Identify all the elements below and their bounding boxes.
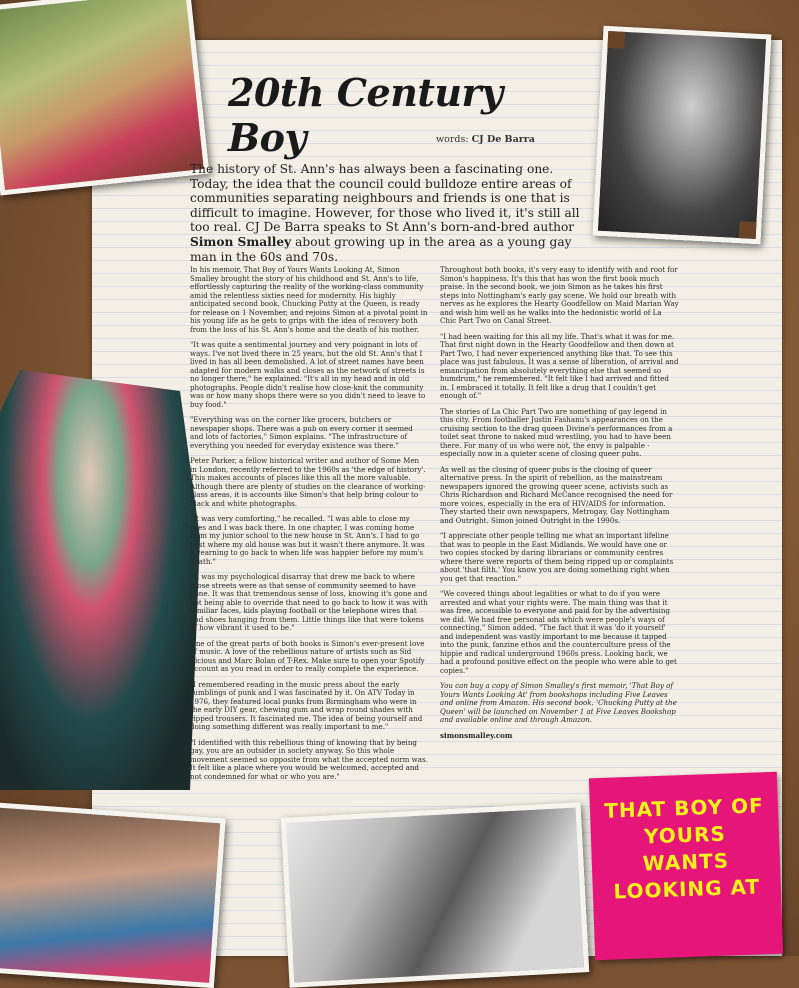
paragraph: "I remembered reading in the music press about the early rumblings of punk and I was fascinated by it. On ATV Today in 1976, they featured local punks from Birmingham who were in the early DIY gear, chewing gum and wrap round shades with ripped trousers. It fascinated me. The idea of being yourself and doing something different was really important to me." bbox=[190, 679, 423, 731]
paragraph: "I had been waiting for this all my life. That's what it was for me. That first night down in the Hearty Goodfellow and then down at Part Two, I had never experienced anything like that. To see this place was just fabulous. It was a sense of liberation, of arrival and emancipation from absolutely everything else that seemed so humdrum," he remembered. "It felt like I had arrived and fitted in. I embraced it totally. It felt like a drug that I couldn't get enough of." bbox=[440, 331, 679, 400]
purchase-note: You can buy a copy of Simon Smalley's first memoir, 'That Boy of Yours Wants Looking At' from bookshops including Five Leaves and online from Amazon. His second book, 'Chucking Putty at the Queen' will be launched on November 1 at Five Leaves Bookshop and available online and through Amazon. bbox=[440, 681, 677, 724]
photo-punk-bw bbox=[281, 802, 589, 987]
article-title: 20th Century Boy bbox=[228, 70, 503, 160]
book-cover-card bbox=[589, 772, 783, 960]
website-link[interactable]: simonsmalley.com bbox=[440, 730, 513, 740]
article-column-right bbox=[440, 266, 680, 747]
paragraph: "It was my psychological disarray that drew me back to where those streets were as that sense of community seemed to have gone. It was that tremendous sense of loss, knowing it's gone and not being able to override that need to go back to how it was with familiar faces, kids playing football or the telephone wires that had shoes hanging from them. Little things like that were tokens of how vibrant it used to be." bbox=[190, 572, 428, 632]
paragraph: One of the great parts of both books is Simon's ever-present love of music. A love of the rebellious nature of artists such as Sid Vicious and Marc Bolan of T-Rex. Make sure to open your Spotify account as you read in order to really complete the experience. bbox=[190, 638, 425, 673]
photo-teen-portrait bbox=[0, 802, 226, 988]
photo-corner-icon bbox=[738, 221, 761, 244]
lead-paragraph bbox=[190, 162, 580, 264]
paragraph: Peter Parker, a fellow historical writer and author of Some Men in London, recently referred to the 1960s as 'the edge of history'. This makes accounts of places like this all the more valuable. Although there are plenty of studies on the clearance of working-class areas, it is accounts like Simon's that help bring colour to black and white photographs. bbox=[190, 456, 426, 508]
lead-name: Simon Smalley bbox=[190, 234, 292, 249]
paragraph: "Everything was on the corner like grocers, butchers or newspaper shops. There was a pub on every corner it seemed and lots of factories," Simon explains. "The infrastructure of everything you needed for everyday existence was there." bbox=[190, 415, 413, 450]
paragraph: As well as the closing of queer pubs is the closing of queer alternative press. In the spirit of rebellion, as the mainstream newspapers ignored the growing queer scene, activists such as Chris Richardson and Richard McCance recognised the need for more voices, especially in the era of HIV/AIDS for information. They started their own newspapers, Metrogay, Gay Nottingham and Outright. Simon joined Outright in the 1990s. bbox=[440, 464, 673, 525]
photo-childhood-garden bbox=[0, 0, 209, 195]
photo-corner-icon bbox=[602, 26, 625, 49]
byline bbox=[436, 134, 535, 145]
paragraph: In his memoir, That Boy of Yours Wants Looking At, Simon Smalley brought the story of his childhood and St. Ann's to life, effortlessly capturing the reality of the working-class community amid the relentless sixties need for modernity. His highly anticipated second book, Chucking Putty at the Queen, is ready for release on 1 November, and rejoins Simon at a pivotal point in his young life as he gets to grips with the idea of recovery both from the loss of his St. Ann's home and the death of his mother. bbox=[190, 265, 428, 334]
paragraph: "I appreciate other people telling me what an important lifeline that was to people in the East Midlands. We would have one or two copies stocked by daring librarians or community centres where there were reports of them being ripped up or complaints about 'that filth.' You know you are doing something right when you get that reaction." bbox=[440, 531, 674, 583]
paragraph: "It was very comforting," he recalled. "I was able to close my eyes and I was back there. In one chapter, I was coming home from my junior school to the new house in St. Ann's. I had to go past where my old house was but it wasn't there anymore. It was a yearning to go back to when life was happier before my mum's death." bbox=[190, 514, 425, 566]
book-title: THAT BOY OF YOURS WANTS LOOKING AT bbox=[603, 793, 765, 904]
byline-prefix: words: bbox=[436, 134, 469, 145]
article-column-left bbox=[190, 266, 428, 788]
lead-text: The history of St. Ann's has always been a fascinating one. Today, the idea that the council could bulldoze entire areas of communities separating neighbours and friends is one that is difficult to imagine. However, for those who lived it, it's still all too real. CJ De Barra speaks to St Ann's born-and-bred author bbox=[190, 162, 580, 235]
paragraph: "I identified with this rebellious thing of knowing that by being gay, you are an outsider in society anyway. So this whole movement seemed so opposite from what the accepted norm was. It felt like a place where you would be welcomed, accepted and not condemned for what or who you are." bbox=[190, 737, 428, 781]
paragraph: The stories of La Chic Part Two are something of gay legend in this city. From footballer Justin Fashanu's appearances on the cruising section to the drag queen Divine's performances from a toilet seat throne to naked mud wrestling, you had to have been there. For many of us who were not, the envy is palpable - especially now in a quieter scene of closing queer pubs. bbox=[440, 406, 673, 458]
paragraph: "We covered things about legalities or what to do if you were arrested and what your rights were. The main thing was that it was free, accessible to everyone and paid for by the advertising we did. We had free personal ads which were people's ways of connecting," Simon added. "The fact that it was 'do it yourself' and independent was vastly important to me because it tapped into the punk, fanzine ethos and the counterculture press of the hippie and radical underground 1960s press. Looking back, we had a profound positive effect on the people who were able to get copies." bbox=[440, 589, 677, 675]
lead-end: about growing up in the area as a young gay man in the 60s and 70s. bbox=[190, 234, 572, 264]
paragraph: "It was quite a sentimental journey and very poignant in lots of ways. I've not lived there in 25 years, but the old St. Ann's that I lived in has all been demolished. A lot of street names have been adapted for modern walks and closes as the network of streets is no longer there," he explained. "It's all in my head and in old photographs. People didn't realise how close-knit the community was or how many shops there were so you didn't need to leave to buy food." bbox=[190, 340, 426, 409]
paragraph: Throughout both books, it's very easy to identify with and root for Simon's happiness. It's this that has won the first book much praise. In the second book, we join Simon as he takes his first steps into Nottingham's early gay scene. We hold our breath with nerves as he explores the Hearty Goodfellow on Maid Marian Way and wish him well as he walks into the hedonistic world of La Chic Part Two on Canal Street. bbox=[440, 265, 679, 325]
byline-author: CJ De Barra bbox=[471, 134, 535, 145]
photo-author-portrait bbox=[593, 26, 772, 245]
photo-costume-youth bbox=[0, 370, 200, 790]
